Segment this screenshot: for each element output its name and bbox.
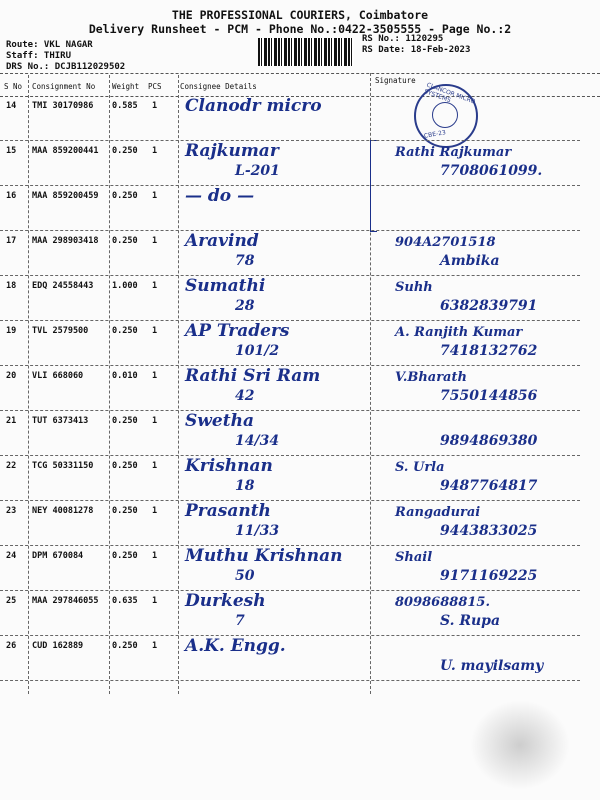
consignee-name: Rathi Sri Ram <box>185 366 321 386</box>
cell-sno: 21 <box>6 416 17 426</box>
col-consignment: Consignment No <box>32 82 96 91</box>
signature-line-1: 904A2701518 <box>395 235 496 250</box>
signature-line-2: 7418132762 <box>440 343 538 359</box>
cell-consignment: TCG 50331150 <box>32 461 94 471</box>
cell-pcs: 1 <box>152 461 158 471</box>
cell-pcs: 1 <box>152 416 158 426</box>
cell-pcs: 1 <box>152 101 158 111</box>
cell-sno: 15 <box>6 146 17 156</box>
cell-consignment: VLI 668060 <box>32 371 84 381</box>
rs-date: RS Date: 18-Feb-2023 <box>362 45 471 55</box>
consignee-name: Sumathi <box>185 276 266 296</box>
table-row <box>0 231 580 276</box>
cell-pcs: 1 <box>152 281 158 291</box>
signature-line-2: 6382839791 <box>440 298 538 314</box>
signature-line-1: S. Urla <box>395 460 445 475</box>
column-header <box>0 73 600 97</box>
signature-line-1: 8098688815. <box>395 595 490 610</box>
cell-consignment: MAA 297846055 <box>32 596 99 606</box>
cell-weight: 0.635 <box>112 596 138 606</box>
cell-sno: 26 <box>6 641 17 651</box>
cell-pcs: 1 <box>152 146 158 156</box>
cell-consignment: MAA 859200441 <box>32 146 99 156</box>
cell-weight: 0.250 <box>112 146 138 156</box>
consignee-address: 11/33 <box>235 523 280 539</box>
consignee-address: 78 <box>235 253 255 269</box>
table-row <box>0 591 580 636</box>
signature-line-1: Suhh <box>395 280 433 295</box>
consignee-name: A.K. Engg. <box>185 636 286 656</box>
table-row <box>0 321 580 366</box>
signature-line-2: 9487764817 <box>440 478 538 494</box>
signature-line-1: A. Ranjith Kumar <box>395 325 523 340</box>
consignee-name: — do — <box>185 186 255 206</box>
smudge <box>470 700 570 790</box>
col-consignee: Consignee Details <box>180 82 257 91</box>
stamp-center: CBE-23 <box>423 129 447 140</box>
cell-weight: 0.010 <box>112 371 138 381</box>
consignee-address: 28 <box>235 298 255 314</box>
cell-consignment: EDQ 24558443 <box>32 281 94 291</box>
stamp-text: CLANCOR MICRO SYSTEMS <box>423 81 477 106</box>
table-row <box>0 186 580 231</box>
col-sno: S No <box>4 82 23 91</box>
cell-weight: 1.000 <box>112 281 138 291</box>
col-signature: Signature <box>375 76 416 85</box>
cell-weight: 0.250 <box>112 326 138 336</box>
signature-line-2: U. mayilsamy <box>440 658 544 674</box>
cell-weight: 0.250 <box>112 461 138 471</box>
table-row <box>0 276 580 321</box>
cell-sno: 24 <box>6 551 17 561</box>
cell-sno: 22 <box>6 461 17 471</box>
consignee-name: Aravind <box>185 231 259 251</box>
signature-line-1: V.Bharath <box>395 370 467 385</box>
cell-pcs: 1 <box>152 551 158 561</box>
cell-sno: 16 <box>6 191 17 201</box>
signature-line-2: 7550144856 <box>440 388 538 404</box>
consignee-name: Durkesh <box>185 591 266 611</box>
cell-sno: 18 <box>6 281 17 291</box>
cell-pcs: 1 <box>152 506 158 516</box>
table-row <box>0 501 580 546</box>
table-row <box>0 366 580 411</box>
consignee-address: 101/2 <box>235 343 280 359</box>
cell-sno: 14 <box>6 101 17 111</box>
consignee-address: 42 <box>235 388 255 404</box>
cell-consignment: TVL 2579500 <box>32 326 89 336</box>
cell-pcs: 1 <box>152 596 158 606</box>
cell-pcs: 1 <box>152 371 158 381</box>
company-title: THE PROFESSIONAL COURIERS, Coimbatore <box>171 8 429 22</box>
cell-consignment: TUT 6373413 <box>32 416 89 426</box>
consignee-name: Rajkumar <box>185 141 279 161</box>
rs-number: RS No.: 1120295 <box>362 34 444 44</box>
consignee-name: Muthu Krishnan <box>185 546 343 566</box>
cell-pcs: 1 <box>152 236 158 246</box>
signature-line-1: Rangadurai <box>395 505 481 520</box>
table-row <box>0 456 580 501</box>
cell-weight: 0.250 <box>112 641 138 651</box>
cell-consignment: MAA 859200459 <box>32 191 99 201</box>
drs-number: DRS No.: DCJB112029502 <box>6 62 126 72</box>
signature-line-2: 9171169225 <box>440 568 538 584</box>
consignee-name: Clanodr micro <box>185 96 322 116</box>
cell-consignment: MAA 298903418 <box>32 236 99 246</box>
signature-line-2: 9443833025 <box>440 523 538 539</box>
consignee-address: L-201 <box>235 163 280 179</box>
consignee-address: 14/34 <box>235 433 280 449</box>
table-row <box>0 411 580 456</box>
cell-consignment: NEY 40081278 <box>32 506 94 516</box>
cell-pcs: 1 <box>152 641 158 651</box>
cell-sno: 25 <box>6 596 17 606</box>
consignee-name: Prasanth <box>185 501 271 521</box>
consignee-address: 7 <box>235 613 245 629</box>
cell-consignment: CUD 162889 <box>32 641 84 651</box>
signature-line-2: Ambika <box>440 253 500 269</box>
cell-weight: 0.250 <box>112 506 138 516</box>
consignee-name: Swetha <box>185 411 254 431</box>
cell-pcs: 1 <box>152 326 158 336</box>
cell-consignment: DPM 670084 <box>32 551 84 561</box>
signature-line-2: 9894869380 <box>440 433 538 449</box>
staff-label: Staff: THIRU <box>6 51 72 61</box>
signature-line-2: 7708061099. <box>440 163 543 179</box>
table-row <box>0 96 580 141</box>
col-pcs: PCS <box>148 82 162 91</box>
barcode <box>258 38 354 66</box>
cell-weight: 0.250 <box>112 191 138 201</box>
cell-weight: 0.250 <box>112 236 138 246</box>
cell-sno: 19 <box>6 326 17 336</box>
consignee-name: Krishnan <box>185 456 273 476</box>
table-row <box>0 141 580 186</box>
cell-weight: 0.250 <box>112 551 138 561</box>
signature-line-1: Shail <box>395 550 433 565</box>
consignee-name: AP Traders <box>185 321 290 341</box>
cell-weight: 0.585 <box>112 101 138 111</box>
consignee-address: 50 <box>235 568 255 584</box>
table-row <box>0 636 580 681</box>
cell-sno: 23 <box>6 506 17 516</box>
table-row <box>0 546 580 591</box>
signature-line-2: S. Rupa <box>440 613 501 629</box>
cell-sno: 17 <box>6 236 17 246</box>
signature-line-1: Rathi Rajkumar <box>395 145 512 160</box>
cell-consignment: TMI 30170986 <box>32 101 94 111</box>
route-label: Route: VKL NAGAR <box>6 40 93 50</box>
col-weight: Weight <box>112 82 140 91</box>
cell-sno: 20 <box>6 371 17 381</box>
cell-pcs: 1 <box>152 191 158 201</box>
runsheet-title: Delivery Runsheet - PCM - Phone No.:0422-3505555 - Page No.:2 <box>88 22 512 36</box>
consignee-address: 18 <box>235 478 255 494</box>
cell-weight: 0.250 <box>112 416 138 426</box>
